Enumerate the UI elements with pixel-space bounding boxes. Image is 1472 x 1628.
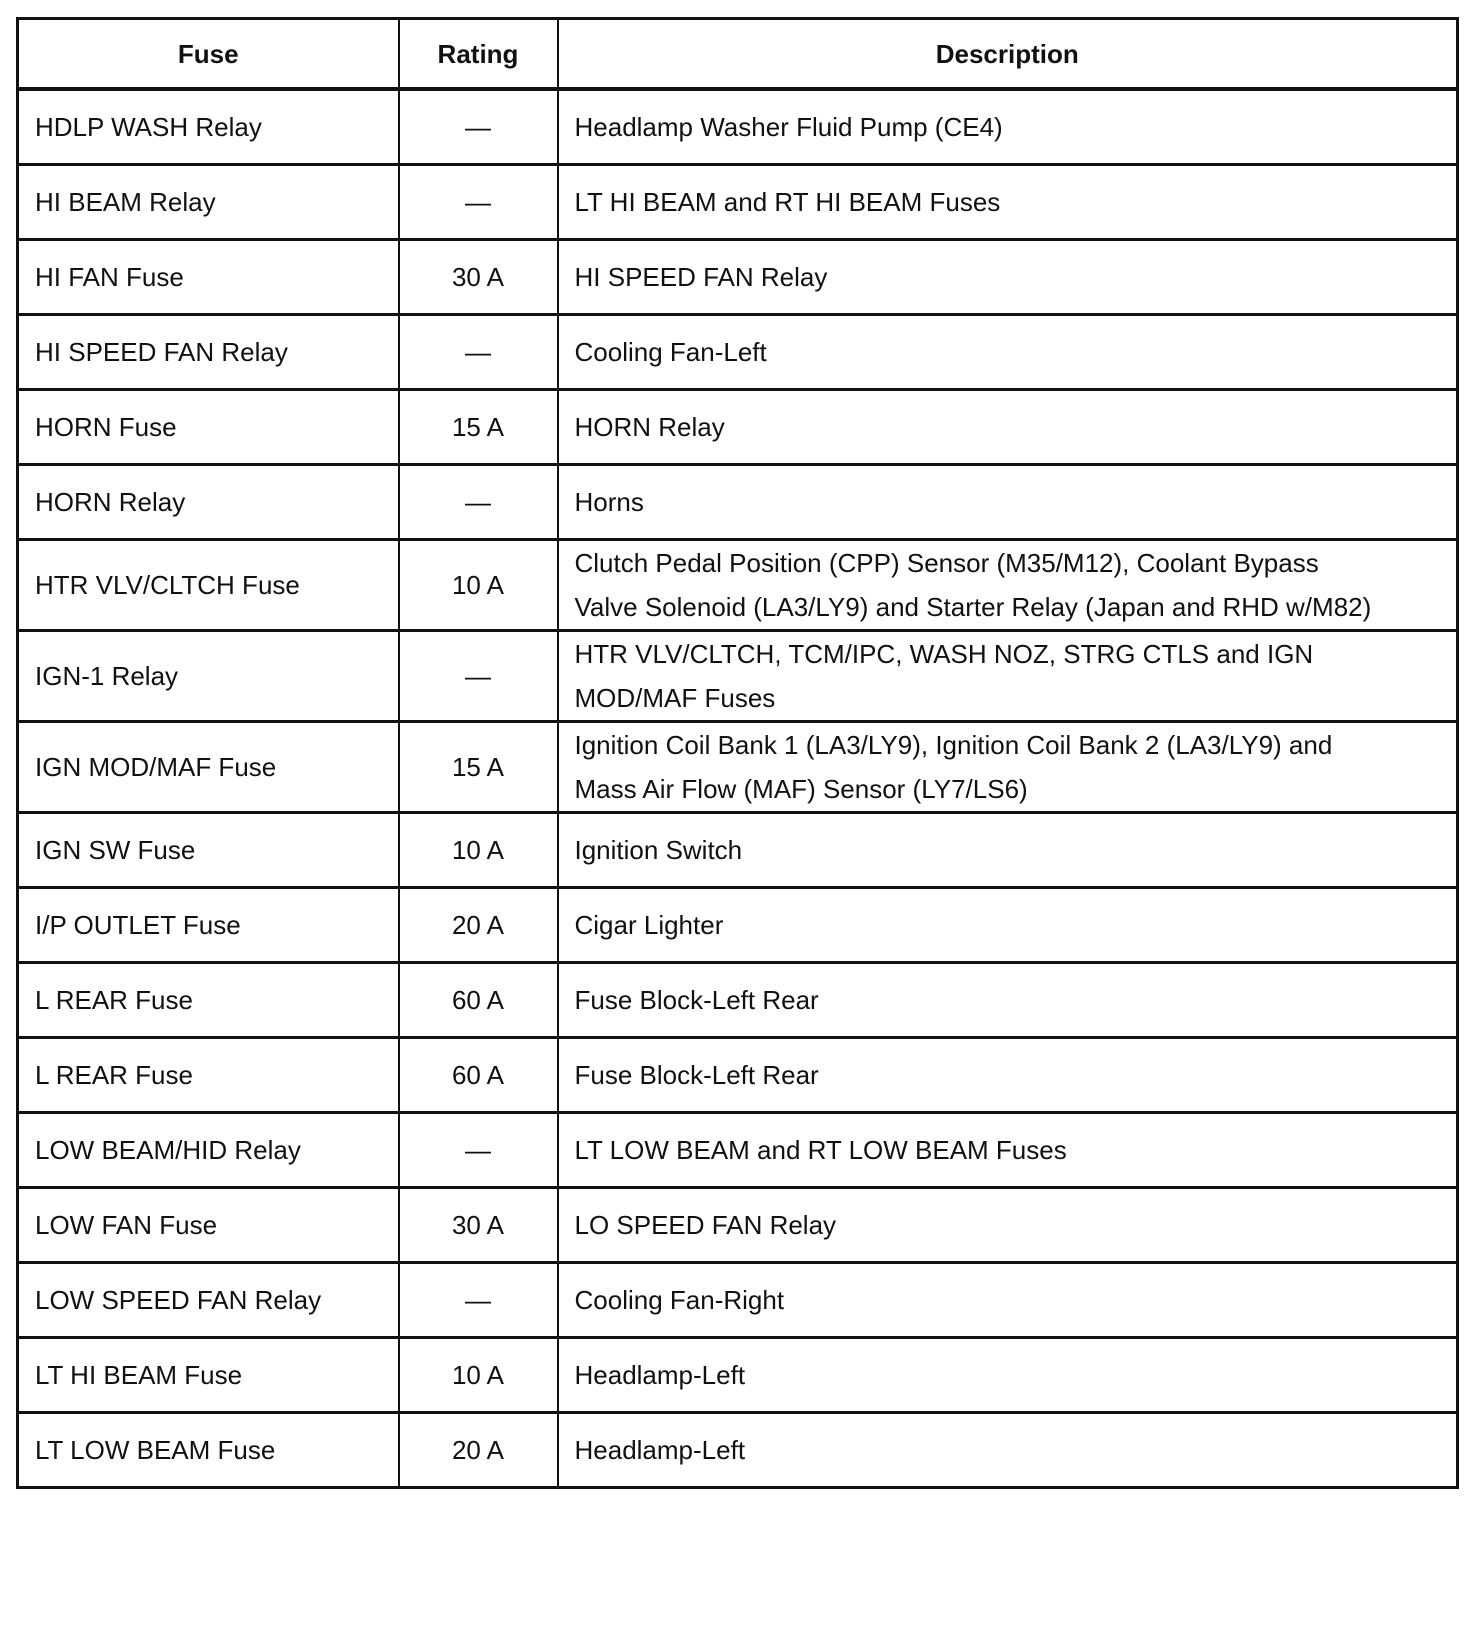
description-cell: Ignition Coil Bank 1 (LA3/LY9), Ignition Coil Bank 2 (LA3/LY9) and Mass Air Flow (MAF) Sensor (LY7/LS6) [558, 722, 1458, 813]
rating-cell: 10 A [399, 1338, 558, 1413]
table-row [18, 888, 1458, 963]
table-row [18, 1263, 1458, 1338]
description-cell: Headlamp Washer Fluid Pump (CE4) [558, 89, 1458, 165]
description-cell: Headlamp-Left [558, 1413, 1458, 1488]
rating-cell: 10 A [399, 540, 558, 631]
rating-cell: 20 A [399, 1413, 558, 1488]
description-cell: Horns [558, 465, 1458, 540]
rating-cell: — [399, 465, 558, 540]
description-cell: HI SPEED FAN Relay [558, 240, 1458, 315]
description-cell: Cooling Fan-Right [558, 1263, 1458, 1338]
fuse-cell: LOW SPEED FAN Relay [18, 1263, 399, 1338]
description-cell: Cooling Fan-Left [558, 315, 1458, 390]
description-cell: Fuse Block-Left Rear [558, 963, 1458, 1038]
fuse-cell: IGN SW Fuse [18, 813, 399, 888]
fuse-cell: HORN Relay [18, 465, 399, 540]
table-row [18, 1338, 1458, 1413]
table-row [18, 722, 1458, 813]
rating-cell: 15 A [399, 722, 558, 813]
fuse-cell: LT LOW BEAM Fuse [18, 1413, 399, 1488]
table-row [18, 1038, 1458, 1113]
table-row [18, 240, 1458, 315]
table-row [18, 1413, 1458, 1488]
description-cell: Fuse Block-Left Rear [558, 1038, 1458, 1113]
description-cell: Ignition Switch [558, 813, 1458, 888]
fuse-table [16, 17, 1459, 1489]
table-row [18, 89, 1458, 165]
table-row [18, 963, 1458, 1038]
fuse-cell: L REAR Fuse [18, 1038, 399, 1113]
description-cell: Clutch Pedal Position (CPP) Sensor (M35/M12), Coolant Bypass Valve Solenoid (LA3/LY9) and Starter Relay (Japan and RHD w/M82) [558, 540, 1458, 631]
description-cell: Cigar Lighter [558, 888, 1458, 963]
fuse-cell: HI BEAM Relay [18, 165, 399, 240]
fuse-cell: HDLP WASH Relay [18, 89, 399, 165]
column-header-rating: Rating [399, 19, 558, 90]
table-body [18, 89, 1458, 1488]
table-row [18, 465, 1458, 540]
fuse-cell: L REAR Fuse [18, 963, 399, 1038]
table-row [18, 165, 1458, 240]
fuse-cell: LT HI BEAM Fuse [18, 1338, 399, 1413]
rating-cell: — [399, 631, 558, 722]
rating-cell: — [399, 165, 558, 240]
rating-cell: — [399, 1113, 558, 1188]
table-row [18, 540, 1458, 631]
fuse-cell: HTR VLV/CLTCH Fuse [18, 540, 399, 631]
rating-cell: 20 A [399, 888, 558, 963]
description-cell: LT LOW BEAM and RT LOW BEAM Fuses [558, 1113, 1458, 1188]
description-cell: LO SPEED FAN Relay [558, 1188, 1458, 1263]
column-header-fuse: Fuse [18, 19, 399, 90]
rating-cell: 10 A [399, 813, 558, 888]
fuse-cell: IGN-1 Relay [18, 631, 399, 722]
description-cell: HORN Relay [558, 390, 1458, 465]
rating-cell: — [399, 89, 558, 165]
table-row [18, 390, 1458, 465]
rating-cell: 30 A [399, 1188, 558, 1263]
fuse-cell: LOW FAN Fuse [18, 1188, 399, 1263]
fuse-cell: I/P OUTLET Fuse [18, 888, 399, 963]
table-row [18, 813, 1458, 888]
fuse-cell: HORN Fuse [18, 390, 399, 465]
fuse-cell: HI SPEED FAN Relay [18, 315, 399, 390]
rating-cell: — [399, 315, 558, 390]
rating-cell: — [399, 1263, 558, 1338]
table-row [18, 315, 1458, 390]
description-cell: Headlamp-Left [558, 1338, 1458, 1413]
table-row [18, 1113, 1458, 1188]
fuse-cell: HI FAN Fuse [18, 240, 399, 315]
column-header-description: Description [558, 19, 1458, 90]
table-row [18, 631, 1458, 722]
rating-cell: 30 A [399, 240, 558, 315]
fuse-cell: LOW BEAM/HID Relay [18, 1113, 399, 1188]
table-header-row [18, 19, 1458, 90]
description-cell: LT HI BEAM and RT HI BEAM Fuses [558, 165, 1458, 240]
rating-cell: 60 A [399, 963, 558, 1038]
description-cell: HTR VLV/CLTCH, TCM/IPC, WASH NOZ, STRG CTLS and IGN MOD/MAF Fuses [558, 631, 1458, 722]
table-row [18, 1188, 1458, 1263]
rating-cell: 15 A [399, 390, 558, 465]
fuse-cell: IGN MOD/MAF Fuse [18, 722, 399, 813]
rating-cell: 60 A [399, 1038, 558, 1113]
